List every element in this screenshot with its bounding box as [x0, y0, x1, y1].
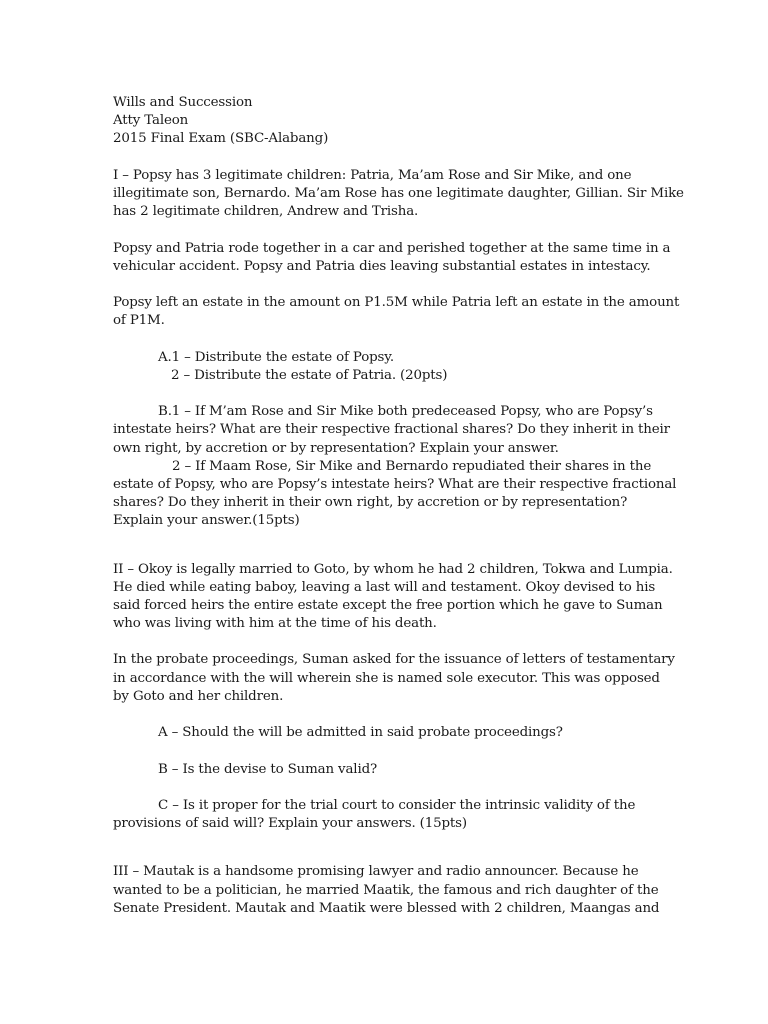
course-title: Wills and Succession: [113, 95, 253, 110]
question-2-probate: [113, 651, 675, 706]
text-line: by Goto and her children.: [113, 688, 284, 704]
text-line: estate of Popsy, who are Popsy’s intestate heirs? What are their respective fractional: [113, 476, 677, 492]
instructor-name: Atty Taleon: [113, 113, 189, 129]
text-line: I – Popsy has 3 legitimate children: Patria, Ma’am Rose and Sir Mike, and one: [113, 167, 632, 183]
subquestion-a2: 2 – Distribute the estate of Patria. (20pts): [171, 367, 448, 383]
subquestion-b2: 2 – If Maam Rose, Sir Mike and Bernardo repudiated their shares in the: [172, 458, 652, 474]
question-2-part-b: [113, 761, 663, 779]
text-line: who was living with him at the time of his death.: [113, 616, 437, 632]
text-line: wanted to be a politician, he married Maatik, the famous and rich daughter of the: [113, 882, 659, 898]
question-1-part-b1: [113, 403, 670, 458]
text-line: Popsy and Patria rode together in a car and perished together at the same time in a: [113, 240, 671, 256]
text-line: own right, by accretion or by representation? Explain your answer.: [113, 440, 559, 456]
question-1-part-a: [113, 349, 663, 385]
subquestion-b1: B.1 – If M’am Rose and Sir Mike both predeceased Popsy, who are Popsy’s: [158, 404, 653, 420]
question-1-estates: [113, 294, 680, 330]
subquestion-c: C – Is it proper for the trial court to consider the intrinsic validity of the: [158, 797, 636, 813]
text-line: Senate President. Mautak and Maatik were blessed with 2 children, Maangas and: [113, 900, 660, 916]
text-line: Explain your answer.(15pts): [113, 513, 300, 529]
question-1-facts: [113, 167, 684, 222]
subquestion-a: A – Should the will be admitted in said probate proceedings?: [158, 725, 563, 741]
subquestion-a1: A.1 – Distribute the estate of Popsy.: [158, 349, 395, 365]
subquestion-b: B – Is the devise to Suman valid?: [158, 761, 378, 777]
question-3-facts: [113, 863, 663, 918]
question-2-part-c: [113, 797, 663, 833]
question-1-accident: [113, 240, 671, 276]
text-line: in accordance with the will wherein she is named sole executor. This was opposed: [113, 670, 660, 686]
text-line: has 2 legitimate children, Andrew and Trisha.: [113, 204, 419, 220]
exam-title: 2015 Final Exam (SBC-Alabang): [113, 131, 329, 147]
document-header: [113, 94, 663, 149]
text-line: vehicular accident. Popsy and Patria dies leaving substantial estates in intestacy.: [113, 258, 651, 274]
question-1-part-b2: [113, 458, 677, 531]
text-line: He died while eating baboy, leaving a last will and testament. Okoy devised to his: [113, 579, 656, 595]
text-line: III – Mautak is a handsome promising lawyer and radio announcer. Because he: [113, 864, 639, 880]
text-line: shares? Do they inherit in their own right, by accretion or by representation?: [113, 495, 628, 511]
document-body: [113, 94, 684, 918]
text-line: intestate heirs? What are their respective fractional shares? Do they inherit in their: [113, 422, 670, 438]
text-line: said forced heirs the entire estate except the free portion which he gave to Suman: [113, 597, 663, 613]
text-line: In the probate proceedings, Suman asked for the issuance of letters of testamentary: [113, 652, 675, 668]
question-2-part-a: [113, 724, 663, 742]
text-line: Popsy left an estate in the amount on P1.5M while Patria left an estate in the amount: [113, 295, 680, 311]
question-2-facts: [113, 561, 673, 634]
text-line: provisions of said will? Explain your answers. (15pts): [113, 816, 467, 832]
text-line: II – Okoy is legally married to Goto, by whom he had 2 children, Tokwa and Lumpia.: [113, 561, 673, 577]
text-line: of P1M.: [113, 313, 165, 329]
text-line: illegitimate son, Bernardo. Ma’am Rose has one legitimate daughter, Gillian. Sir Mike: [113, 185, 684, 201]
